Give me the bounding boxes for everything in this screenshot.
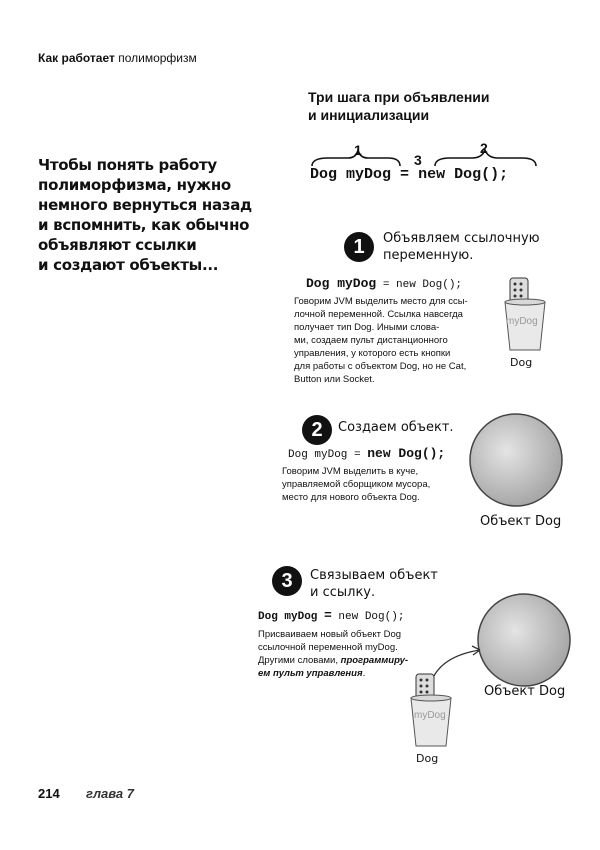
step-3-desc-line [258, 654, 423, 667]
step-3-cup-label: Dog [416, 752, 439, 765]
chapter-label: глава 7 [86, 786, 135, 801]
intro-line: и вспомнить, как обычно [38, 216, 250, 234]
step-2-description [282, 465, 462, 504]
step-1-cup-label: Dog [510, 356, 533, 369]
step-3-title-line: Связываем объект [310, 568, 438, 583]
step-3-desc-line: Присваиваем новый объект Dog [258, 629, 402, 640]
step-3-number: 3 [272, 566, 302, 596]
step-1-number: 1 [344, 232, 374, 262]
steps-title [308, 88, 568, 124]
step-3-title-line: и ссылку. [310, 585, 376, 600]
step-2-title: Создаем объект. [338, 420, 454, 435]
step-1-desc-line: Button или Socket. [294, 374, 375, 385]
step-3-desc-line [258, 667, 423, 680]
declaration-label-1: 1 [354, 142, 362, 158]
step-2-code [288, 446, 445, 461]
step-1-code [306, 276, 462, 291]
step-3-object-label: Объект Dog [484, 684, 566, 699]
step-3-desc-line: ссылочной переменной myDog. [258, 642, 398, 653]
step-3-cup-text: myDog [414, 710, 446, 721]
step-2-number: 2 [302, 415, 332, 445]
declaration-label-2: 2 [480, 140, 488, 156]
step-1-code-bold: Dog myDog [306, 276, 377, 291]
step-2-code-rest: Dog myDog = [288, 449, 368, 461]
step-1-title [383, 230, 540, 264]
step-2-code-bold: new Dog(); [367, 446, 446, 461]
steps-title-line-2: и инициализации [308, 107, 430, 123]
intro-line: немного вернуться назад [38, 196, 252, 214]
declaration-equals: = [400, 166, 410, 183]
step-1-desc-line: управления, у которого есть кнопки [294, 348, 451, 359]
intro-line: и создают объекты... [38, 256, 219, 274]
step-1-cup-text: myDog [506, 316, 538, 327]
step-1-description [294, 295, 494, 386]
declaration-label-3: 3 [414, 152, 422, 168]
intro-line: полиморфизма, нужно [38, 176, 231, 194]
declaration-part-1: Dog myDog [310, 166, 392, 183]
step-1-desc-line: получает тип Dog. Иными слова- [294, 322, 440, 333]
step-1-desc-line: Говорим JVM выделить место для ссы- [294, 296, 468, 307]
step-1-title-line: Объявляем ссылочную [383, 231, 540, 246]
declaration-code [310, 166, 508, 183]
intro-text [38, 155, 283, 275]
step-1-title-line: переменную. [383, 248, 474, 263]
declaration-part-2: new Dog(); [418, 166, 509, 183]
page-number: 214 [38, 786, 60, 801]
step-3-title [310, 567, 438, 601]
step-2-desc-line: управляемой сборщиком мусора, [282, 479, 431, 490]
running-head-rest: полиморфизм [114, 51, 197, 65]
step-3-desc-end: . [362, 668, 366, 679]
step-2-desc-line: место для нового объекта Dog. [282, 492, 420, 503]
step-3-code-a: Dog myDog [258, 611, 325, 623]
intro-line: Чтобы понять работу [38, 156, 217, 174]
step-1-desc-line: ми, создаем пульт дистанционного [294, 335, 448, 346]
step-2-desc-line: Говорим JVM выделить в куче, [282, 466, 419, 477]
running-head [38, 51, 197, 65]
step-3-desc-bold-1: программиру- [340, 655, 409, 666]
step-3-code [258, 608, 404, 623]
step-3-code-eq: = [324, 608, 332, 623]
dog-object-icon [474, 590, 574, 690]
step-1-code-rest: = new Dog(); [376, 279, 463, 291]
step-3-code-b: new Dog(); [331, 611, 405, 623]
step-3-desc-bold-2: ем пульт управления [258, 668, 363, 679]
step-1-desc-line: лочной переменной. Ссылка навсегда [294, 309, 463, 320]
step-3-desc-plain: Другими словами, [258, 655, 341, 666]
cup-remote-icon [500, 276, 550, 354]
intro-line: объявляют ссылки [38, 236, 197, 254]
step-1-desc-line: для работы с объектом Dog, но не Cat, [294, 361, 467, 372]
step-3-description [258, 628, 423, 680]
step-2-object-label: Объект Dog [480, 514, 562, 529]
steps-title-line-1: Три шага при объявлении [308, 89, 490, 105]
running-head-bold: Как работает [38, 51, 115, 65]
dog-object-icon [466, 410, 566, 510]
